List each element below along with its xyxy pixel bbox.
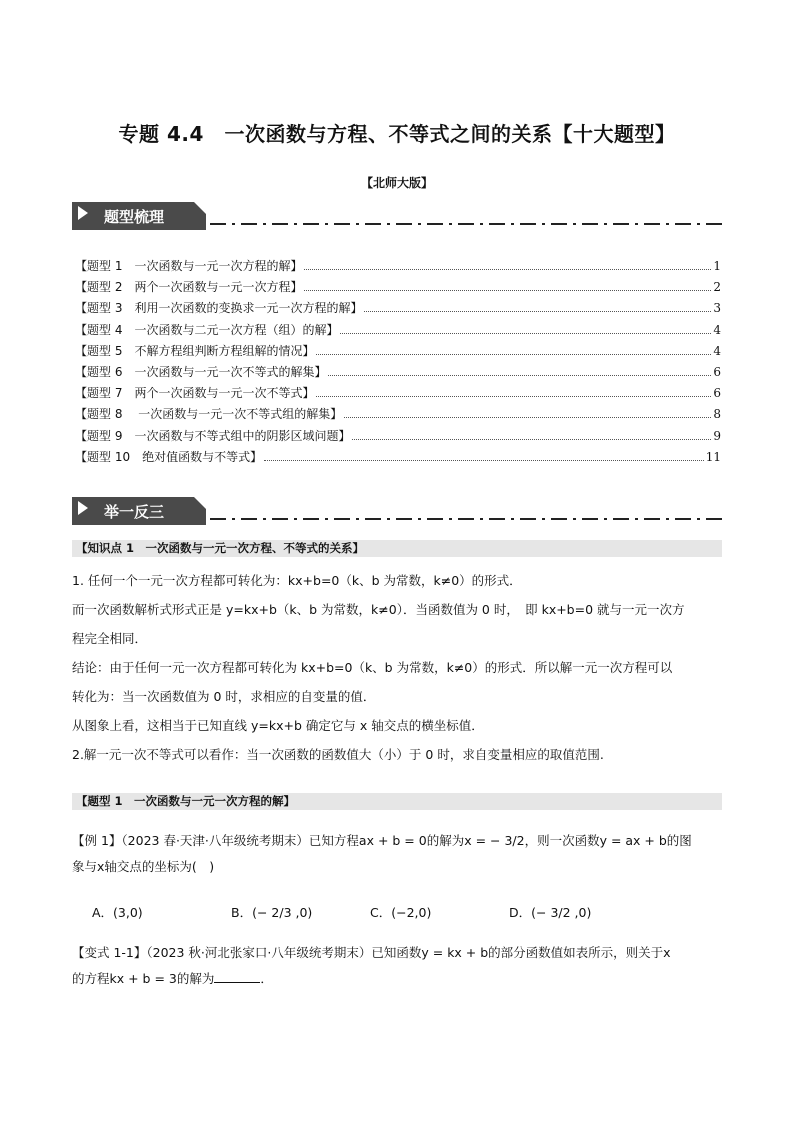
toc-item[interactable] [75,448,721,469]
toc-leader [264,451,704,461]
example-text: 象与x轴交点的坐标为( ) [72,859,215,874]
toc-leader [328,366,711,376]
choice-a[interactable]: A．(3,0) [92,905,143,920]
knowledge-heading: 【知识点 1 一次函数与一元一次方程、不等式的关系】 [72,540,722,557]
knowledge-line: 程完全相同． [72,631,148,646]
toc-item-label: 【题型 2 两个一次函数与一元一次方程】 [75,280,303,295]
choice-d[interactable]: D．(− 3/2 ,0) [509,905,592,920]
banner-shape [72,495,724,529]
banner-label: 举一反三 [104,503,165,521]
variant-end: ． [260,971,273,986]
toc-page-number: 3 [713,301,721,316]
variant-text-line2 [72,966,724,992]
knowledge-line: 从图象上看，这相当于已知直线 y=kx+b 确定它与 x 轴交点的横坐标值． [72,718,484,733]
toc-item-label: 【题型 7 两个一次函数与一元一次不等式】 [75,386,315,401]
toc-item-label: 【题型 8 一次函数与一元一次不等式组的解集】 [75,407,343,422]
toc-leader [364,302,711,312]
toc-item[interactable] [75,384,721,405]
toc-page-number: 6 [713,386,721,401]
toc-leader [344,408,711,418]
toc-item[interactable] [75,299,721,320]
variant-text: 的方程kx + b = 3的解为 [72,971,215,986]
toc-page-number: 2 [713,280,721,295]
toc-leader [316,345,711,355]
example-text: 【例 1】（2023 春·天津·八年级统考期末）已知方程ax + b = 0的解为x = − 3/2，则一次函数y = ax + b的图 [72,833,692,848]
toc-item-label: 【题型 9 一次函数与不等式组中的阴影区域问题】 [75,428,351,443]
choice-c[interactable]: C．(−2,0) [370,905,432,920]
toc-page-number: 1 [713,259,721,273]
toc-leader [304,281,711,291]
answer-blank[interactable] [214,970,260,983]
toc-item[interactable] [75,278,721,299]
knowledge-line: 2.解一元一次不等式可以看作：当一次函数的函数值大（小）于 0 时，求自变量相应的取值范围. [72,747,604,762]
toc-item-label: 【题型 10 绝对值函数与不等式】 [75,449,263,464]
type1-heading: 【题型 1 一次函数与一元一次方程的解】 [72,793,722,810]
knowledge-line: 而一次函数解析式形式正是 y=kx+b（k、b 为常数，k≠0）．当函数值为 0 时， 即 kx+b=0 就与一元一次方 [72,602,685,617]
toc-page-number: 8 [713,407,721,422]
knowledge-line: 1. 任何一个一元一次方程都可转化为：kx+b=0（k、b 为常数，k≠0）的形式． [72,573,522,588]
example-1 [72,828,724,880]
toc-page-number: 11 [705,449,721,464]
toc-item[interactable] [75,321,721,342]
toc-item-label: 【题型 4 一次函数与二元一次方程（组）的解】 [75,322,339,337]
toc-item-label: 【题型 3 利用一次函数的变换求一元一次方程的解】 [75,301,363,316]
toc-leader [352,430,711,440]
section-banner-outline [72,200,724,234]
section-banner-practice [72,495,724,529]
toc-leader [340,324,711,334]
toc-leader [304,260,711,270]
toc-item-label: 【题型 6 一次函数与一元一次不等式的解集】 [75,364,327,379]
table-of-contents [75,257,721,469]
toc-page-number: 6 [713,364,721,379]
page-title: 专题 4.4 一次函数与方程、不等式之间的关系【十大题型】 [118,122,676,146]
knowledge-line: 转化为：当一次函数值为 0 时，求相应的自变量的值． [72,689,376,704]
choice-b[interactable]: B．(− 2/3 ,0) [231,905,313,920]
toc-item-label: 【题型 1 一次函数与一元一次方程的解】 [75,259,303,273]
toc-page-number: 4 [713,322,721,337]
toc-item[interactable] [75,363,721,384]
toc-leader [316,387,711,397]
toc-item-label: 【题型 5 不解方程组判断方程组解的情况】 [75,343,315,358]
toc-item[interactable] [75,405,721,426]
variant-1-1 [72,940,724,992]
answer-choices [92,903,712,921]
toc-item[interactable] [75,342,721,363]
toc-page-number: 4 [713,343,721,358]
toc-item[interactable] [75,427,721,448]
knowledge-line: 结论：由于任何一元一次方程都可转化为 kx+b=0（k、b 为常数，k≠0）的形式．所以解一元一次方程可以 [72,660,673,675]
variant-text: 【变式 1-1】（2023 秋·河北张家口·八年级统考期末）已知函数y = kx + b的部分函数值如表所示，则关于x [72,945,671,960]
knowledge-body [72,566,724,769]
banner-shape [72,200,724,234]
banner-label: 题型梳理 [104,208,165,226]
toc-item[interactable] [75,257,721,278]
toc-page-number: 9 [713,428,721,443]
edition-label: 【北师大版】 [360,176,433,190]
